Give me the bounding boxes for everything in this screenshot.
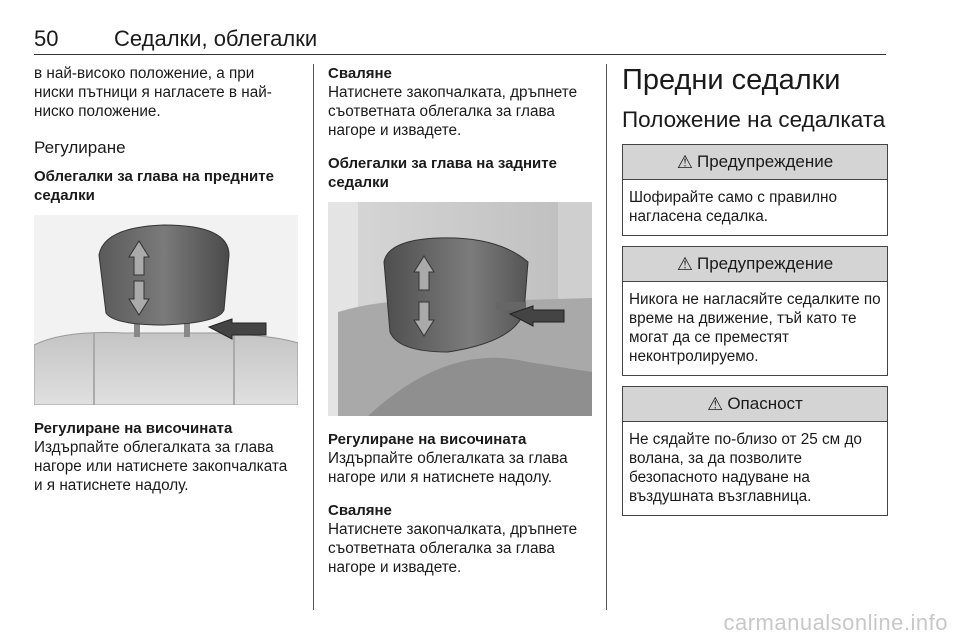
page-header bbox=[34, 20, 886, 55]
height-adjust-heading: Регулиране на височината bbox=[34, 420, 233, 437]
rear-headrest-illustration bbox=[328, 202, 592, 416]
danger-heading: Опасност bbox=[727, 394, 803, 413]
warning-heading: Предупреждение bbox=[696, 254, 834, 273]
warning-text: Никога не нагласяйте седалките по време на движение, тъй като те могат да се преместят неконтролируемо. bbox=[629, 291, 881, 365]
intro-text: в най-високо положение, а при ниски пътници я нагласете в най-ниско положение. bbox=[34, 65, 272, 120]
page-number: 50 bbox=[34, 26, 59, 51]
rear-removal-heading: Сваляне bbox=[328, 502, 392, 519]
watermark: carmanualsonline.info bbox=[723, 610, 948, 635]
seat-position-subtitle: Положение на седалката bbox=[622, 107, 886, 132]
rear-height-adjust-text: Издърпайте облегалката за глава нагоре или я натиснете надолу. bbox=[328, 450, 568, 486]
warning-triangle-icon: ⚠ bbox=[676, 253, 693, 274]
rear-headrests-heading: Облегалки за глава на задните седалки bbox=[328, 155, 557, 191]
warning-heading: Предупреждение bbox=[696, 152, 834, 171]
removal-text: Натиснете закопчалката, дръпнете съответната облегалка за глава нагоре и извадете. bbox=[328, 84, 578, 139]
warning-text: Шофирайте само с правилно нагласена седалка. bbox=[629, 189, 837, 225]
column-left bbox=[34, 64, 298, 495]
removal-heading: Сваляне bbox=[328, 65, 392, 82]
rear-removal-text: Натиснете закопчалката, дръпнете съответната облегалка за глава нагоре и извадете. bbox=[328, 521, 578, 576]
warning-triangle-icon: ⚠ bbox=[707, 393, 724, 414]
rear-height-adjust-heading: Регулиране на височината bbox=[328, 431, 527, 448]
front-headrest-illustration bbox=[34, 215, 298, 405]
column-middle bbox=[328, 64, 598, 577]
section-title: Седалки, облегалки bbox=[114, 26, 318, 51]
height-adjust-text: Издърпайте облегалката за глава нагоре или натиснете закопчалката и я натиснете надолу. bbox=[34, 439, 288, 494]
warning-triangle-icon: ⚠ bbox=[676, 151, 693, 172]
column-divider bbox=[606, 64, 607, 610]
column-divider bbox=[313, 64, 314, 610]
danger-box bbox=[622, 386, 888, 516]
warning-box bbox=[622, 144, 888, 236]
front-headrests-heading: Облегалки за глава на предните седалки bbox=[34, 168, 274, 204]
danger-text: Не сядайте по-близо от 25 см до волана, за да позволите безопасното надуване на въздушната възглавница. bbox=[629, 431, 862, 505]
front-seats-title: Предни седалки bbox=[622, 64, 841, 96]
column-right bbox=[622, 64, 888, 516]
adjustment-heading: Регулиране bbox=[34, 138, 126, 157]
warning-box bbox=[622, 246, 888, 376]
